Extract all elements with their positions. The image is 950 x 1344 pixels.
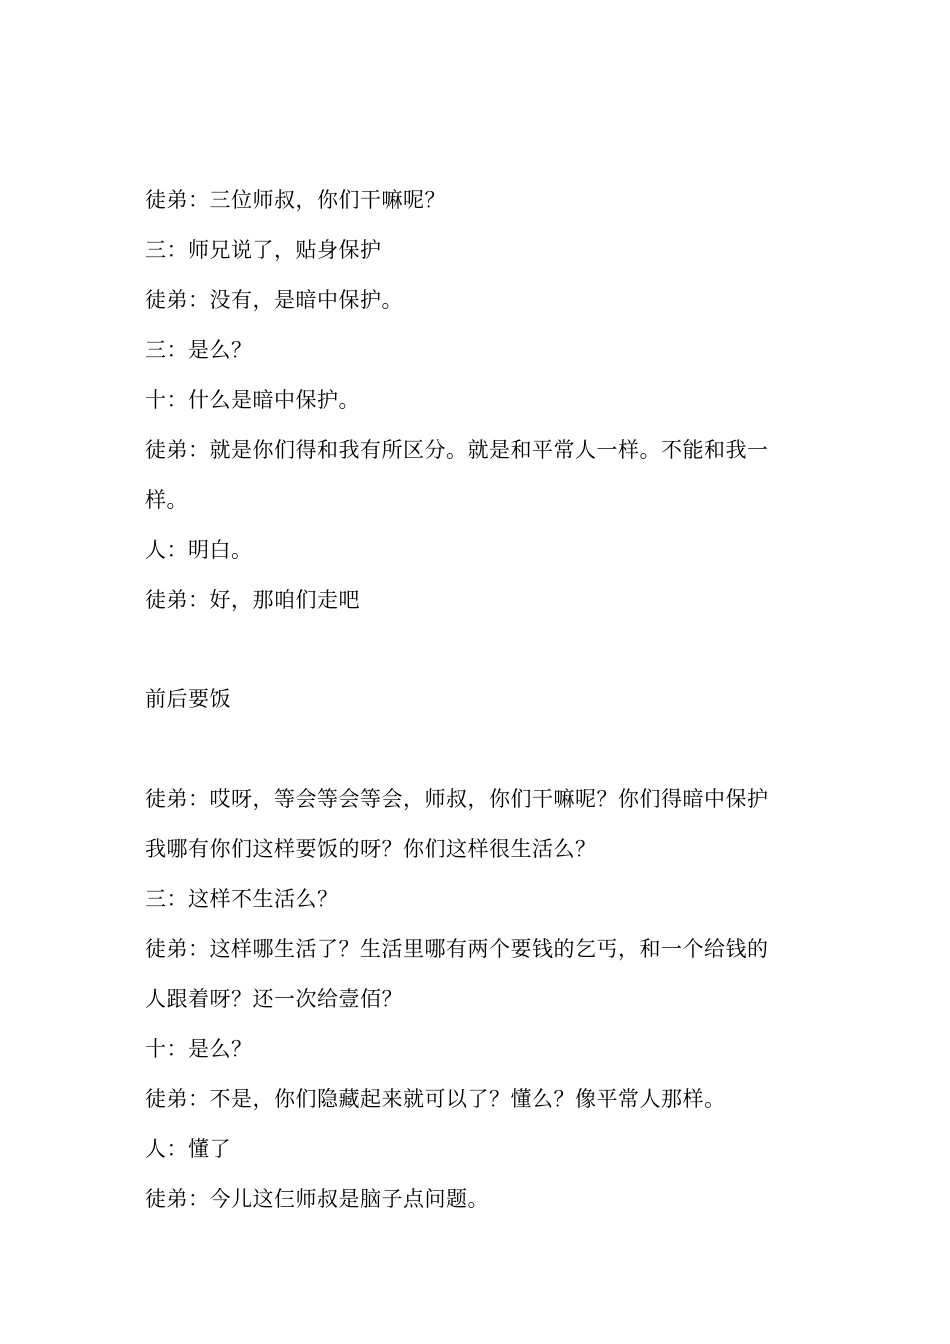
dialogue-line: 三：师兄说了，贴身保护 <box>145 238 382 262</box>
dialogue-line: 人：懂了 <box>145 1137 231 1161</box>
section-heading: 前后要饭 <box>145 687 231 711</box>
dialogue-line: 人：明白。 <box>145 538 253 562</box>
dialogue-line: 徒弟：三位师叔，你们干嘛呢？ <box>145 188 446 212</box>
dialogue-line: 徒弟：不是，你们隐藏起来就可以了？懂么？像平常人那样。 <box>145 1087 726 1111</box>
dialogue-line: 十：是么？ <box>145 1037 253 1061</box>
dialogue-line: 人跟着呀？还一次给壹佰？ <box>145 987 403 1011</box>
dialogue-line: 徒弟：哎呀，等会等会等会，师叔，你们干嘛呢？你们得暗中保护 <box>145 787 769 811</box>
dialogue-line: 徒弟：没有，是暗中保护。 <box>145 288 403 312</box>
dialogue-line: 三：这样不生活么？ <box>145 887 339 911</box>
dialogue-line: 样。 <box>145 488 188 512</box>
dialogue-line: 我哪有你们这样要饭的呀？你们这样很生活么？ <box>145 837 597 861</box>
dialogue-line: 徒弟：今儿这仨师叔是脑子点问题。 <box>145 1187 489 1211</box>
dialogue-line: 徒弟：这样哪生活了？生活里哪有两个要钱的乞丐，和一个给钱的 <box>145 937 769 961</box>
dialogue-line: 三：是么？ <box>145 338 253 362</box>
dialogue-line: 徒弟：就是你们得和我有所区分。就是和平常人一样。不能和我一 <box>145 438 769 462</box>
dialogue-line: 十：什么是暗中保护。 <box>145 388 360 412</box>
dialogue-line: 徒弟：好，那咱们走吧 <box>145 588 360 612</box>
